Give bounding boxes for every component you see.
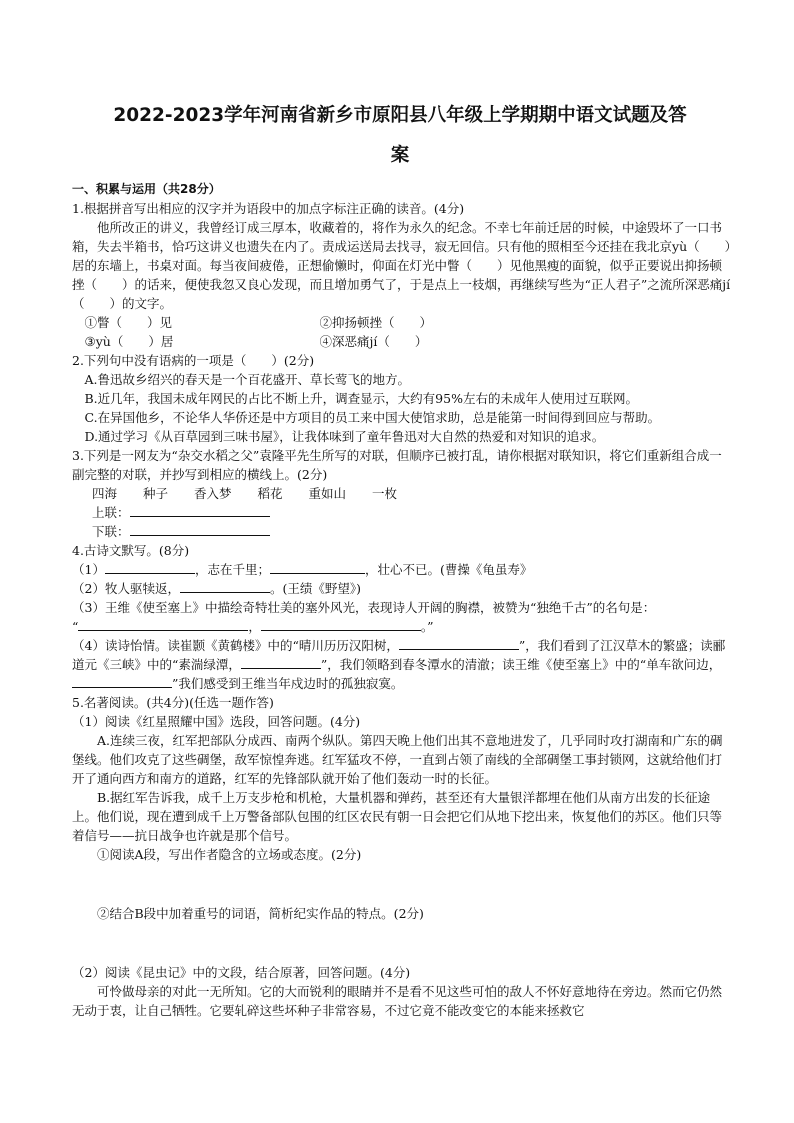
- q1-option-2: ②抑扬顿挫（ ）: [319, 315, 433, 330]
- q4-4-blank-c[interactable]: [72, 675, 172, 688]
- q2-option-c: C.在异国他乡，不论华人华侨还是中方项目的员工来中国大使馆求助，总是能第一时间得到回应与帮助。: [84, 410, 661, 425]
- answer-space[interactable]: [72, 923, 732, 963]
- q4-2-blank[interactable]: [180, 580, 270, 593]
- q5-1-passage-a: A.连续三夜，红军把部队分成西、南两个纵队。第四天晚上他们出其不意地进发了，几乎同时攻打湖南和广东的碉堡线。他们攻克了这些碉堡，敌军惊惶奔逃。红军猛攻不停，一直到占领了南线的全部碉堡工事封锁网，这就给他们打开了通向西方和南方的道路，红军的先锋部队就开始了他们轰动一时的长征。: [72, 733, 723, 786]
- q3-upper-blank[interactable]: [130, 504, 270, 517]
- q4-1-source: ，壮心不已。(曹操《龟虽寿》: [364, 562, 533, 577]
- q4-3-comma: ，: [248, 619, 261, 634]
- q3-lower-label: 下联：: [92, 524, 130, 539]
- q3-word: 四海: [92, 486, 118, 501]
- q1-options-row2: [72, 332, 732, 351]
- q4-stem: 4.古诗文默写。(8分): [72, 543, 190, 558]
- q2-option-a: A.鲁迅故乡绍兴的春天是一个百花盛开、草长莺飞的地方。: [84, 372, 411, 387]
- q1-options-row1: [72, 313, 732, 332]
- q3-word-bank: [72, 484, 732, 503]
- q4-2-text: （2）牧人驱犊返，: [72, 581, 180, 596]
- q3-word: 香入梦: [194, 486, 232, 501]
- q5-stem: 5.名著阅读。(共4分)(任选一题作答): [72, 695, 274, 710]
- q4-1-text: ，志在千里；: [194, 562, 270, 577]
- q5-1-question-1: ①阅读A段，写出作者隐含的立场或态度。(2分): [97, 847, 362, 862]
- q3-word: 稻花: [257, 486, 283, 501]
- q4-4-blank-b[interactable]: [241, 656, 321, 669]
- exam-page: [72, 96, 732, 1020]
- q3-upper-line: [72, 503, 732, 522]
- q4-4-text-b: ”，我们看到了江汉草木的繁盛；读郦道元《三峡》中的“素湍绿潭，: [72, 638, 726, 672]
- q5-1-passage-b: B.据红军告诉我，成千上万支步枪和机枪，大量机器和弹药，甚至还有大量银洋都埋在他们从南方出发的长征途上。他们说，现在遭到成千上万警备部队包围的红区农民有朝一日会把它们从地下挖出来，恢复他们的苏区。他们只等着信号——抗日战争也许就是那个信号。: [72, 790, 723, 843]
- q5-1-question-2: ②结合B段中加着重号的词语，简析纪实作品的特点。(2分): [97, 906, 424, 921]
- q4-item-3: （3）王维《使至塞上》中描绘奇特壮美的塞外风光，表现诗人开阔的胸襟，被赞为“独绝千古”的名句是：: [72, 600, 656, 615]
- title-line-2: 案: [390, 145, 410, 166]
- q4-item-1: [72, 560, 732, 579]
- q4-item-4: [72, 636, 732, 693]
- q4-3-blank-b[interactable]: [261, 618, 421, 631]
- q2-option-d: D.通过学习《从百草园到三味书屋》，让我体味到了童年鲁迅对大自然的热爱和对知识的追求。: [84, 429, 605, 444]
- q3-word: 种子: [143, 486, 169, 501]
- q1-option-4: ④深恶痛jí（ ）: [319, 334, 428, 349]
- q2-stem: 2.下列句中没有语病的一项是（ ）(2分): [72, 353, 315, 368]
- q3-upper-label: 上联：: [92, 505, 130, 520]
- q4-2-source: 。(王绩《野望》): [269, 581, 361, 596]
- q2-option-b: B.近几年，我国未成年网民的占比不断上升，调查显示，大约有95%左右的未成年人使用过互联网。: [84, 391, 638, 406]
- q4-1-blank-b[interactable]: [270, 561, 365, 574]
- q4-4-blank-a[interactable]: [399, 637, 519, 650]
- q4-item-2: [72, 579, 732, 598]
- q4-4-text-d: ”我们感受到王维当年戍边时的孤独寂寞。: [172, 676, 404, 691]
- q4-3-open-quote: “: [72, 619, 79, 634]
- q3-word: 重如山: [308, 486, 347, 501]
- q4-item-3-answer: [72, 617, 732, 636]
- q3-stem: 3.下列是一网友为“杂交水稻之父”袁隆平先生所写的对联，但顺序已被打乱，请你根据对联知识，将它们重新组合成一副完整的对联，并抄写到相应的横线上。(2分): [72, 448, 722, 482]
- q3-lower-line: [72, 522, 732, 541]
- q4-1-label: （1）: [72, 562, 105, 577]
- q3-lower-blank[interactable]: [130, 523, 270, 536]
- q4-3-close-quote: 。”: [420, 619, 434, 634]
- q5-2-heading: （2）阅读《昆虫记》中的文段，结合原著，回答问题。(4分): [72, 965, 411, 980]
- q5-2-passage: 可怜做母亲的对此一无所知。它的大而锐利的眼睛并不是看不见这些可怕的敌人不怀好意地待在旁边。然而它仍然无动于衷，让自己牺牲。它要轧碎这些坏种子非常容易，不过它竟不能改变它的本能来拯救它: [72, 984, 723, 1018]
- document-title: [70, 96, 730, 176]
- title-line-1: 2022-2023学年河南省新乡市原阳县八年级上学期期中语文试题及答: [113, 105, 687, 126]
- q4-3-blank-a[interactable]: [78, 618, 248, 631]
- q1-stem: 1.根据拼音写出相应的汉字并为语段中的加点字标注正确的读音。(4分): [72, 201, 465, 216]
- q1-option-3: ③yù（ ）居: [84, 334, 174, 349]
- q3-word: 一枚: [372, 486, 398, 501]
- q4-4-text-a: （4）读诗怡情。读崔颢《黄鹤楼》中的“晴川历历汉阳树，: [72, 638, 399, 653]
- q5-1-heading: （1）阅读《红星照耀中国》选段，回答问题。(4分): [72, 714, 361, 729]
- q1-option-1: ①瞥（ ）见: [84, 315, 173, 330]
- section-heading: 一、积累与运用（共28分）: [72, 182, 221, 196]
- q4-4-text-c: ”，我们领略到春冬潭水的清澈；读王维《使至塞上》中的“单车欲问边，: [320, 657, 722, 672]
- answer-space[interactable]: [72, 864, 732, 904]
- q1-passage: 他所改正的讲义，我曾经订成三厚本，收藏着的，将作为永久的纪念。不幸七年前迁居的时候，中途毁坏了一口书箱，失去半箱书，恰巧这讲义也遗失在内了。责成运送局去找寻，寂无回信。只有他的照相至今还挂在我北京yù（ ）居的东墙上，书桌对面。每当夜间疲倦，正想偷懒时，仰面在灯光中瞥（ ）见他黑瘦的面貌，似乎正要说出抑扬顿挫（ ）的话来，便使我忽又良心发现，而且增加勇气了，于是点上一枝烟，再继续写些为“正人君子”之流所深恶痛jí（ ）的文字。: [72, 220, 731, 311]
- q4-1-blank-a[interactable]: [105, 561, 195, 574]
